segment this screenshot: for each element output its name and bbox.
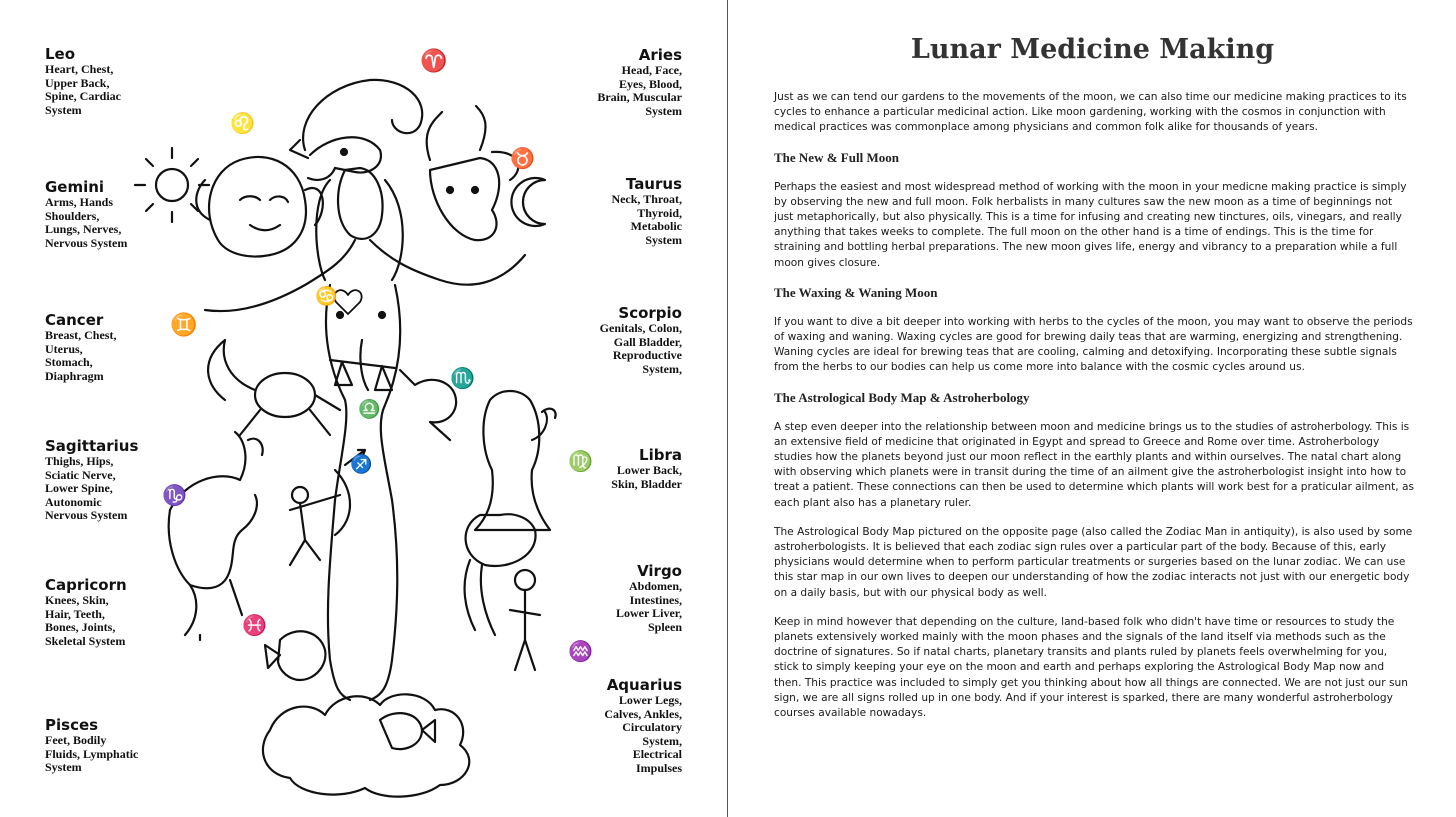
fish-icon <box>265 631 435 749</box>
crab-icon <box>208 340 340 435</box>
sign-name: Libra <box>639 446 682 464</box>
sign-body-parts: Lower Back, Skin, Bladder <box>611 463 682 491</box>
sign-capricorn <box>45 577 127 648</box>
sign-body-parts: Breast, Chest, Uterus, Stomach, Diaphragm <box>45 328 117 383</box>
zodiac-map-page <box>0 0 727 817</box>
sign-body-parts: Heart, Chest, Upper Back, Spine, Cardiac System <box>45 62 122 117</box>
sign-name: Cancer <box>45 311 104 329</box>
sign-body-parts: Arms, Hands Shoulders, Lungs, Nerves, Nervous System <box>45 195 128 250</box>
sign-name: Virgo <box>637 562 682 580</box>
sign-name: Taurus <box>625 175 682 193</box>
sign-sagittarius <box>45 438 138 523</box>
pisces-glyph-icon: ♓ <box>242 613 267 637</box>
sun-icon <box>135 148 209 222</box>
sign-aquarius <box>604 677 682 776</box>
sign-scorpio <box>600 305 682 376</box>
sign-body-parts: Neck, Throat, Thyroid, Metabolic System <box>611 192 682 247</box>
crescent-moon-icon <box>511 178 545 226</box>
scorpio-glyph-icon: ♏ <box>450 366 475 390</box>
article-body <box>774 90 1414 735</box>
goat-icon <box>169 432 263 640</box>
sign-name: Aquarius <box>606 676 682 694</box>
wave-base <box>263 694 469 796</box>
sign-pisces <box>45 717 138 775</box>
paragraph-new-full-moon: Perhaps the easiest and most widespread method of working with the moon in your medicne making practice is simply by observing the new and full moon. Folk herbalists in many cultures saw the new moon as a time of beginnings not just metaphorically, but also physically. This is a time for infusing and creating new tinctures, oils, vinegars, and really anything that takes weeks to complete. The full moon on the other hand is a time of endings. This is the time for straining and bottling herbal preparations. The new moon gives life, energy and vibrancy to a preparation while a full moon gives closure. <box>774 180 1407 269</box>
sign-name: Gemini <box>45 178 105 196</box>
taurus-glyph-icon: ♉ <box>510 146 535 170</box>
sign-name: Capricorn <box>45 576 127 594</box>
page-title: Lunar Medicine Making <box>910 34 1275 65</box>
heart-icon <box>334 290 361 314</box>
maiden-icon <box>475 391 556 530</box>
lion-icon <box>196 157 323 257</box>
leo-glyph-icon: ♌ <box>230 111 255 135</box>
water-carrier-icon <box>510 570 540 670</box>
section-heading-astro-body-map: The Astrological Body Map & Astroherbology <box>774 389 1030 405</box>
article-page <box>729 0 1456 817</box>
sign-body-parts: Knees, Skin, Hair, Teeth, Bones, Joints, Skeletal System <box>45 593 126 648</box>
sign-body-parts: Head, Face, Eyes, Blood, Brain, Muscular System <box>597 63 682 118</box>
sign-body-parts: Abdomen, Intestines, Lower Liver, Spleen <box>616 579 682 634</box>
ram-icon <box>290 80 422 180</box>
paragraph-astroherbology: A step even deeper into the relationship between moon and medicine brings us to the studies of astroherbology. This is an extensive field of medicine that originated in Egypt and spread to Greece and Rome over time. Astroherbology studies how the planets beyond just our moon reflect in the earthly plants and within ourselves. The natal chart along with observing which planets were in transit during the time of an ailment give the astroherbologist insight into how to treat a patient. These connections can then be used to determine which plants will work best for a praticular ailment, as each plant also has a planetary ruler. <box>774 420 1415 509</box>
sign-body-parts: Thighs, Hips, Sciatic Nerve, Lower Spine, Autonomic Nervous System <box>45 454 128 523</box>
sign-name: Leo <box>45 45 76 63</box>
paragraph-closing: Keep in mind however that depending on the culture, land-based folk who didn't have time or resources to study the planets extensively worked mainly with the moon phases and the signals of the land itself via methods such as the doctrine of signatures. So if natal charts, planetary transits and plants ruled by planets feels overwhelming for you, stick to simply keeping your eye on the moon and earth and perhaps exploring the Astrological Body Map now and then. This practice was included to simply get you thinking about how all things are connected. We are not just our sun sign, we are all signs rolled up in one body. And if your interest is sparked, there are many wonderful astroherbology courses available nowadays. <box>774 615 1408 720</box>
sign-name: Sagittarius <box>45 437 139 455</box>
sign-leo <box>45 46 121 117</box>
sign-virgo <box>616 563 682 634</box>
paragraph-waxing-waning: If you want to dive a bit deeper into working with herbs to the cycles of the moon, you may want to observe the periods of waxing and waning. Waxing cycles are good for brewing daily teas that are warming, energizing and strengthening. Waning cycles are ideal for brewing teas that are cooling, calming and detoxifying. Incorporating these subtle signals from the herbs to our bodies can help us come more into balance with the cosmic cycles around us. <box>774 315 1413 374</box>
sign-aries <box>597 47 682 118</box>
aquarius-glyph-icon: ♒ <box>568 639 593 663</box>
paragraph-body-map: The Astrological Body Map pictured on the opposite page (also called the Zodiac Man in antiquity), is also used by some astroherbologists. It is believed that each zodiac sign rules over a particular part of the body. Because of this, early physicians would determine when to perform particular treatments or surgeries based on the lunar zodiac. We can use this star map in our own lives to deepen our understanding of how the zodiac interacts not just with our energetic body on a daily basis, but with our physical body as well. <box>774 525 1413 599</box>
sign-body-parts: Lower Legs, Calves, Ankles, Circulatory System, Electrical Impulses <box>604 693 682 775</box>
bull-icon <box>427 106 519 240</box>
sign-name: Scorpio <box>618 304 682 322</box>
sign-libra <box>611 447 682 491</box>
sign-cancer <box>45 312 116 383</box>
capricorn-glyph-icon: ♑ <box>162 483 187 507</box>
sign-name: Aries <box>638 46 682 64</box>
virgo-glyph-icon: ♍ <box>568 449 593 473</box>
sign-gemini <box>45 179 127 250</box>
aries-glyph-icon: ♈ <box>420 49 448 74</box>
scorpion-icon <box>400 370 456 440</box>
section-heading-new-full-moon: The New & Full Moon <box>774 149 899 165</box>
zodiac-body-illustration <box>130 40 593 810</box>
libra-glyph-icon: ♎ <box>358 399 381 420</box>
intro-paragraph: Just as we can tend our gardens to the movements of the moon, we can also time our medicine making practices to its cycles to enhance a particular medicinal action. Like moon gardening, working with the cosmos in conjunction with medical practices was commonplace among physicians and common folk alike for thousands of years. <box>774 91 1407 134</box>
cancer-glyph-icon: ♋ <box>315 286 338 307</box>
sign-taurus <box>611 176 682 247</box>
sign-body-parts: Genitals, Colon, Gall Bladder, Reproductive System, <box>599 321 682 376</box>
sagittarius-glyph-icon: ♐ <box>350 454 373 475</box>
sign-body-parts: Feet, Bodily Fluids, Lymphatic System <box>45 733 139 775</box>
page-gutter <box>727 0 728 817</box>
section-heading-waxing-waning: The Waxing & Waning Moon <box>774 284 938 300</box>
gemini-glyph-icon: ♊ <box>170 313 198 338</box>
sign-name: Pisces <box>45 716 99 734</box>
